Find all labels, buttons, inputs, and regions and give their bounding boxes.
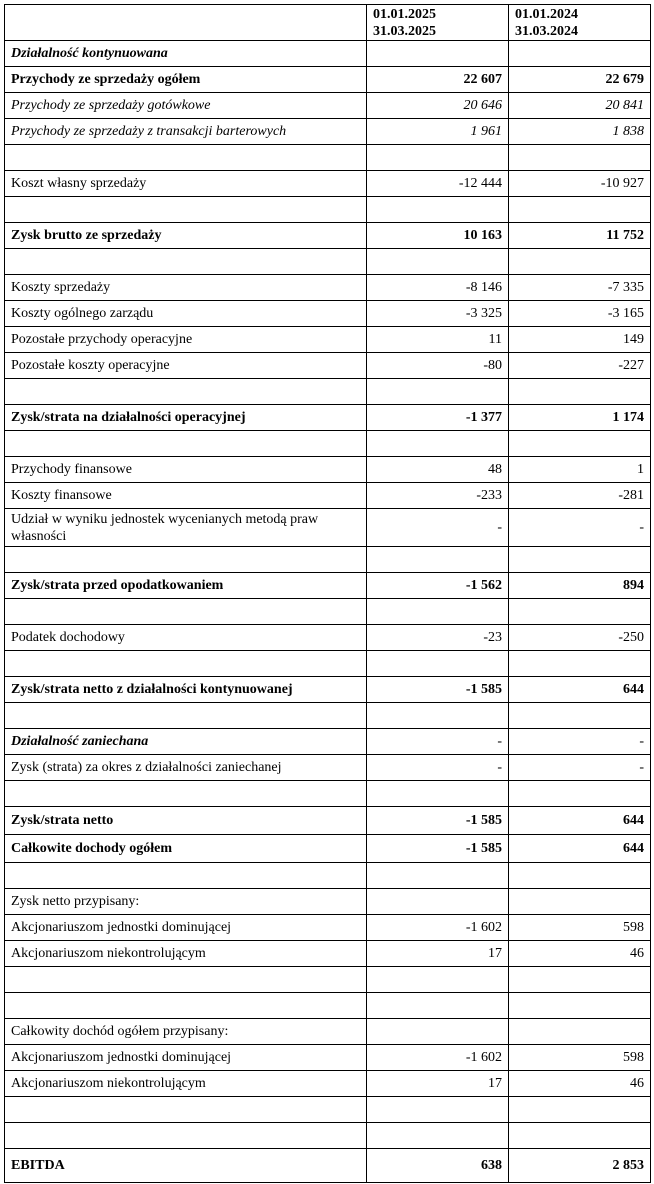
value-2025: -3 325	[367, 301, 509, 327]
value-2024: 22 679	[509, 67, 651, 93]
row-label: Działalność kontynuowana	[5, 41, 367, 67]
value-2024: 11 752	[509, 223, 651, 249]
row-label	[5, 1123, 367, 1149]
value-2025	[367, 1123, 509, 1149]
value-2024	[509, 145, 651, 171]
row-label	[5, 863, 367, 889]
value-2024: 46	[509, 941, 651, 967]
value-2024	[509, 703, 651, 729]
value-2025: -1 602	[367, 1045, 509, 1071]
value-2024: -250	[509, 625, 651, 651]
header-label-cell	[5, 5, 367, 41]
table-row	[5, 755, 651, 781]
row-label	[5, 197, 367, 223]
row-label	[5, 651, 367, 677]
table-row	[5, 509, 651, 547]
value-2025: 20 646	[367, 93, 509, 119]
row-label: Udział w wyniku jednostek wycenianych metodą praw własności	[5, 509, 367, 547]
value-2024	[509, 993, 651, 1019]
value-2025: 11	[367, 327, 509, 353]
value-2025	[367, 1097, 509, 1123]
table-row	[5, 67, 651, 93]
value-2025: 22 607	[367, 67, 509, 93]
value-2024	[509, 197, 651, 223]
row-label	[5, 967, 367, 993]
table-row	[5, 863, 651, 889]
value-2025: -8 146	[367, 275, 509, 301]
table-row	[5, 1149, 651, 1183]
income-statement-table	[4, 4, 651, 1183]
table-row	[5, 941, 651, 967]
value-2025	[367, 197, 509, 223]
period-2024-end: 31.03.2024	[515, 23, 578, 39]
value-2024	[509, 547, 651, 573]
table-row	[5, 1097, 651, 1123]
value-2024: -	[509, 755, 651, 781]
value-2024: -7 335	[509, 275, 651, 301]
row-label	[5, 547, 367, 573]
row-label: Zysk netto przypisany:	[5, 889, 367, 915]
table-row	[5, 327, 651, 353]
value-2024: 2 853	[509, 1149, 651, 1183]
table-row	[5, 223, 651, 249]
value-2025: -23	[367, 625, 509, 651]
value-2025: -1 562	[367, 573, 509, 599]
table-row	[5, 547, 651, 573]
value-2025	[367, 249, 509, 275]
value-2024: 1 838	[509, 119, 651, 145]
table-row	[5, 119, 651, 145]
value-2025: -1 602	[367, 915, 509, 941]
row-label: Podatek dochodowy	[5, 625, 367, 651]
value-2024: 20 841	[509, 93, 651, 119]
row-label: Akcjonariuszom jednostki dominującej	[5, 915, 367, 941]
value-2025	[367, 863, 509, 889]
value-2025: 638	[367, 1149, 509, 1183]
value-2024	[509, 379, 651, 405]
value-2025: -12 444	[367, 171, 509, 197]
row-label: Zysk/strata przed opodatkowaniem	[5, 573, 367, 599]
table-row	[5, 275, 651, 301]
value-2024	[509, 967, 651, 993]
table-row	[5, 625, 651, 651]
value-2024: 149	[509, 327, 651, 353]
table-row	[5, 677, 651, 703]
value-2025	[367, 599, 509, 625]
value-2025	[367, 547, 509, 573]
value-2025: -233	[367, 483, 509, 509]
value-2024	[509, 651, 651, 677]
table-row	[5, 301, 651, 327]
value-2024: -3 165	[509, 301, 651, 327]
period-2025-header	[367, 5, 509, 41]
row-label: Zysk brutto ze sprzedaży	[5, 223, 367, 249]
table-row	[5, 1123, 651, 1149]
table-row	[5, 197, 651, 223]
table-row	[5, 93, 651, 119]
value-2025: -1 585	[367, 835, 509, 863]
value-2024	[509, 1019, 651, 1045]
period-2025-start: 01.01.2025	[373, 6, 436, 22]
row-label: Całkowity dochód ogółem przypisany:	[5, 1019, 367, 1045]
table-row	[5, 353, 651, 379]
table-row	[5, 249, 651, 275]
table-row	[5, 457, 651, 483]
row-label: Koszty ogólnego zarządu	[5, 301, 367, 327]
row-label: Pozostałe przychody operacyjne	[5, 327, 367, 353]
value-2024: -	[509, 509, 651, 547]
value-2024	[509, 863, 651, 889]
row-label: Działalność zaniechana	[5, 729, 367, 755]
value-2025	[367, 993, 509, 1019]
row-label: Przychody ze sprzedaży z transakcji barterowych	[5, 119, 367, 145]
value-2025: -	[367, 729, 509, 755]
table-row	[5, 915, 651, 941]
table-row	[5, 651, 651, 677]
table-row	[5, 967, 651, 993]
value-2024	[509, 249, 651, 275]
table-row	[5, 993, 651, 1019]
table-row	[5, 405, 651, 431]
value-2024: -227	[509, 353, 651, 379]
value-2024: 46	[509, 1071, 651, 1097]
value-2024	[509, 781, 651, 807]
value-2024	[509, 599, 651, 625]
table-row	[5, 41, 651, 67]
table-row	[5, 171, 651, 197]
row-label: Zysk/strata netto	[5, 807, 367, 835]
row-label	[5, 145, 367, 171]
row-label: Akcjonariuszom jednostki dominującej	[5, 1045, 367, 1071]
value-2024: 598	[509, 1045, 651, 1071]
table-row	[5, 781, 651, 807]
row-label: Przychody ze sprzedaży gotówkowe	[5, 93, 367, 119]
value-2025: 1 961	[367, 119, 509, 145]
value-2024: 644	[509, 807, 651, 835]
value-2024: -281	[509, 483, 651, 509]
value-2024: 644	[509, 835, 651, 863]
value-2025: -	[367, 755, 509, 781]
row-label	[5, 431, 367, 457]
value-2024: 894	[509, 573, 651, 599]
value-2025: 17	[367, 1071, 509, 1097]
value-2024	[509, 41, 651, 67]
value-2024: 644	[509, 677, 651, 703]
row-label: Koszty sprzedaży	[5, 275, 367, 301]
row-label: Zysk (strata) za okres z działalności zaniechanej	[5, 755, 367, 781]
value-2025: -1 585	[367, 807, 509, 835]
value-2024	[509, 1097, 651, 1123]
value-2025	[367, 967, 509, 993]
value-2024: -	[509, 729, 651, 755]
row-label: Zysk/strata na działalności operacyjnej	[5, 405, 367, 431]
row-label: Zysk/strata netto z działalności kontynuowanej	[5, 677, 367, 703]
table-row	[5, 379, 651, 405]
value-2025: 48	[367, 457, 509, 483]
table-row	[5, 1019, 651, 1045]
row-label	[5, 599, 367, 625]
value-2025	[367, 781, 509, 807]
table-row	[5, 431, 651, 457]
row-label: Akcjonariuszom niekontrolującym	[5, 941, 367, 967]
value-2025: -1 377	[367, 405, 509, 431]
row-label: Akcjonariuszom niekontrolującym	[5, 1071, 367, 1097]
row-label	[5, 993, 367, 1019]
value-2024	[509, 1123, 651, 1149]
row-label: EBITDA	[5, 1149, 367, 1183]
value-2025	[367, 431, 509, 457]
value-2025	[367, 651, 509, 677]
row-label	[5, 1097, 367, 1123]
value-2025: 17	[367, 941, 509, 967]
table-row	[5, 703, 651, 729]
value-2025	[367, 145, 509, 171]
period-2024-header	[509, 5, 651, 41]
value-2024: 1 174	[509, 405, 651, 431]
row-label	[5, 703, 367, 729]
value-2024: 1	[509, 457, 651, 483]
value-2025: -80	[367, 353, 509, 379]
table-row	[5, 835, 651, 863]
value-2024: 598	[509, 915, 651, 941]
period-2024-start: 01.01.2024	[515, 6, 578, 22]
row-label	[5, 379, 367, 405]
row-label: Całkowite dochody ogółem	[5, 835, 367, 863]
table-row	[5, 599, 651, 625]
value-2025	[367, 703, 509, 729]
value-2025	[367, 41, 509, 67]
value-2025: -1 585	[367, 677, 509, 703]
table-row	[5, 889, 651, 915]
table-row	[5, 483, 651, 509]
value-2025	[367, 889, 509, 915]
value-2024	[509, 889, 651, 915]
row-label: Przychody ze sprzedaży ogółem	[5, 67, 367, 93]
row-label: Pozostałe koszty operacyjne	[5, 353, 367, 379]
value-2025: -	[367, 509, 509, 547]
value-2024	[509, 431, 651, 457]
table-row	[5, 145, 651, 171]
period-2025-end: 31.03.2025	[373, 23, 436, 39]
value-2025	[367, 1019, 509, 1045]
row-label: Koszt własny sprzedaży	[5, 171, 367, 197]
table-row	[5, 807, 651, 835]
row-label	[5, 781, 367, 807]
value-2024: -10 927	[509, 171, 651, 197]
row-label: Koszty finansowe	[5, 483, 367, 509]
value-2025: 10 163	[367, 223, 509, 249]
table-row	[5, 729, 651, 755]
row-label: Przychody finansowe	[5, 457, 367, 483]
value-2025	[367, 379, 509, 405]
table-row	[5, 1071, 651, 1097]
table-row	[5, 1045, 651, 1071]
header-row	[5, 5, 651, 41]
row-label	[5, 249, 367, 275]
table-row	[5, 573, 651, 599]
